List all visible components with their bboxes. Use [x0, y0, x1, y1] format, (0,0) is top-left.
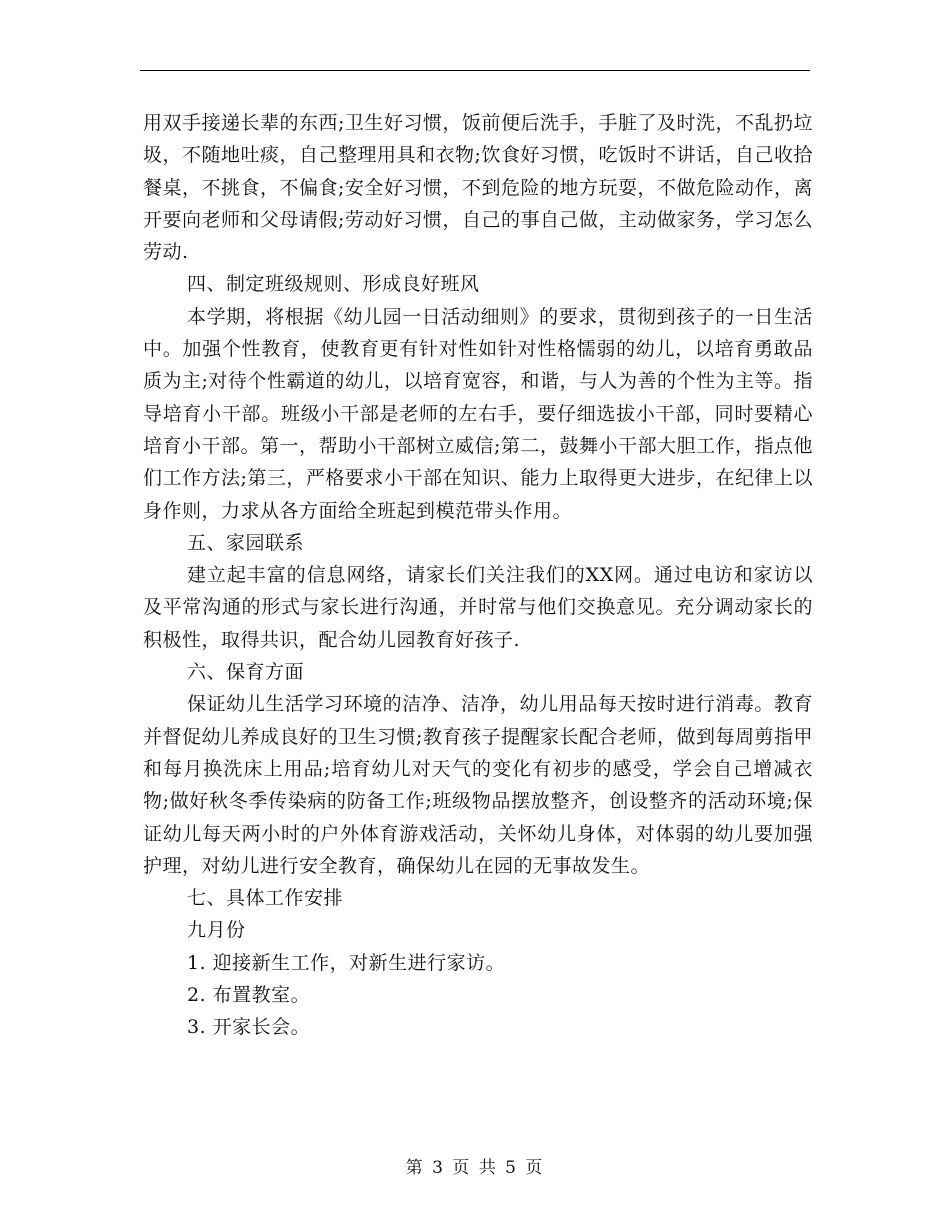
paragraph-care: 保证幼儿生活学习环境的洁净、洁净，幼儿用品每天按时进行消毒。教育并督促幼儿养成良好的卫生习惯;教育孩子提醒家长配合老师，做到每周剪指甲和每月换洗床上用品;培育幼儿对天气的变化有初步的感受，学会自己增减衣物;做好秋冬季传染病的防备工作;班级物品摆放整齐，创设整齐的活动环境;保证幼儿每天两小时的户外体育游戏活动，关怀幼儿身体，对体弱的幼儿要加强护理，对幼儿进行安全教育，确保幼儿在园的无事故发生。: [143, 693, 813, 877]
page-number: 第 3 页 共 5 页: [405, 1158, 545, 1178]
section-heading-5: 五、家园联系: [187, 531, 305, 554]
list-item: 3. 开家长会。: [187, 1016, 311, 1039]
month-heading-september: 九月份: [187, 919, 246, 942]
section-heading-7: 七、具体工作安排: [187, 887, 344, 910]
header-divider: [140, 70, 810, 71]
paragraph-home-school: 建立起丰富的信息网络，请家长们关注我们的XX网。通过电访和家访以及平常沟通的形式与家长进行沟通，并时常与他们交换意见。充分调动家长的积极性，取得共识，配合幼儿园教育好孩子.: [143, 564, 813, 651]
paragraph-class-rules: 本学期，将根据《幼儿园一日活动细则》的要求，贯彻到孩子的一日生活中。加强个性教育，使教育更有针对性如针对性格懦弱的幼儿，以培育勇敢品质为主;对待个性霸道的幼儿，以培育宽容，和谐，与人为善的个性为主等。指导培育小干部。班级小干部是老师的左右手，要仔细选拔小干部，同时要精心培育小干部。第一，帮助小干部树立威信;第二，鼓舞小干部大胆工作，指点他们工作方法;第三，严格要求小干部在知识、能力上取得更大进步，在纪律上以身作则，力求从各方面给全班起到模范带头作用。: [143, 305, 813, 522]
section-heading-4: 四、制定班级规则、形成良好班风: [187, 273, 480, 296]
list-item: 2. 布置教室。: [187, 984, 311, 1007]
paragraph-habits: 用双手接递长辈的东西;卫生好习惯，饭前便后洗手，手脏了及时洗，不乱扔垃圾，不随地吐痰，自己整理用具和衣物;饮食好习惯，吃饭时不讲话，自己收拾餐桌，不挑食，不偏食;安全好习惯，不到危险的地方玩耍，不做危险动作，离开要向老师和父母请假;劳动好习惯，自己的事自己做，主动做家务，学习怎么劳动.: [143, 112, 813, 264]
document-body: [143, 107, 813, 1044]
section-heading-6: 六、保育方面: [187, 661, 305, 684]
list-item: 1. 迎接新生工作，对新生进行家访。: [187, 951, 506, 974]
